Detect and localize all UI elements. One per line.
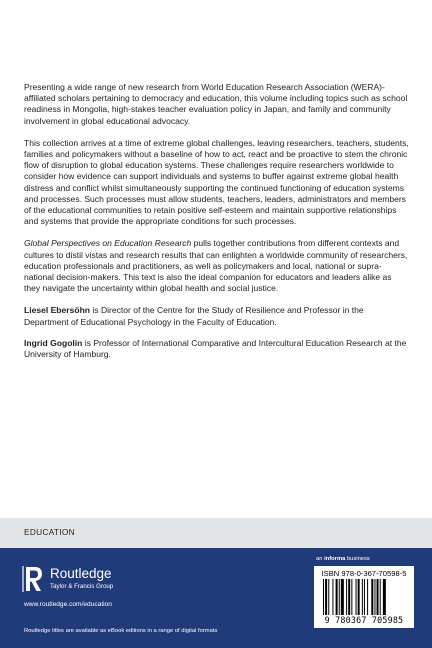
informa-suffix: business	[345, 556, 370, 562]
author-bio-2-text: is Professor of International Comparative and Intercultural Education Research at the University of Hamburg.	[24, 337, 407, 360]
barcode-bar	[383, 579, 386, 615]
barcode-bar	[323, 579, 324, 615]
barcode-bar	[332, 579, 333, 615]
barcode-bar	[377, 579, 379, 615]
barcode-bar	[341, 579, 344, 615]
routledge-logo-icon	[22, 565, 44, 593]
barcode-bar	[336, 579, 338, 615]
cover-blurb	[24, 82, 409, 371]
author-bio-1-text: is Director of the Centre for the Study of Resilience and Professor in the Department of Educational Psychology in the Faculty of Education.	[24, 305, 364, 327]
author-bio-2	[24, 338, 409, 360]
author-name-1: Liesel Ebersöhn	[24, 305, 91, 316]
informa-prefix: an	[316, 556, 325, 562]
barcode-bar	[358, 579, 360, 615]
barcode-digits: 9 780367 705985	[324, 615, 404, 625]
barcode-bar	[328, 579, 329, 615]
barcode-bar	[371, 579, 373, 615]
barcode-bar	[348, 579, 350, 615]
barcode-bars	[323, 579, 407, 615]
isbn-barcode	[314, 566, 414, 628]
blurb-paragraph-2: This collection arrives at a time of extreme global challenges, leaving researchers, teachers, students, families and policymakers without a baseline of how to act, react and be proactive to stem the chronic flow of disruption to global education systems. These challenges require researchers worldwide to consider how evidence can support individuals and systems to buffer against extreme global health distress and conflict whilst simultaneously supporting the continued functioning of education systems and processes. Such processes must allow students, teachers, leaders, administrators and members of the educational communities to retain positive self-esteem and maintain supportive relationships and systems that provide the appropriate conditions for such processes.	[24, 137, 409, 227]
subject-band	[0, 518, 432, 548]
blurb-paragraph-1: Presenting a wide range of new research from World Education Research Association (WERA)-affiliated scholars pertaining to democracy and education, this volume including topics such as school readiness in Mongolia, high-stakes teacher evaluation policy in Japan, and family and community involvement in global educational advocacy.	[24, 82, 408, 126]
barcode-bar	[339, 579, 340, 615]
barcode-bar	[374, 579, 375, 615]
barcode-bar	[351, 579, 352, 615]
book-title: Global Perspectives on Education Research	[24, 238, 192, 249]
barcode-bar	[380, 579, 381, 615]
ebook-note: Routledge titles are available as eBook editions in a range of digital formats	[24, 628, 218, 634]
isbn-label: ISBN 978-0-367-70598-5	[321, 569, 407, 578]
barcode-bar	[346, 579, 347, 615]
author-bio-1	[24, 305, 409, 327]
publisher-name: Routledge	[50, 566, 112, 581]
barcode-bar	[325, 579, 327, 615]
subject-category: EDUCATION	[24, 527, 75, 537]
blurb-paragraph-3	[24, 238, 409, 294]
barcode-bar	[364, 579, 365, 615]
barcode-bar	[362, 579, 363, 615]
barcode-bar	[356, 579, 357, 615]
publisher-url: www.routledge.com/education	[24, 601, 112, 608]
informa-brand: informa	[324, 556, 346, 562]
publisher-group: Taylor & Francis Group	[50, 583, 114, 590]
author-name-2: Ingrid Gogolin	[24, 337, 83, 348]
blurb-paragraph-3-text: pulls together contributions from different contexts and cultures to distil vistas and research results that can enlighten a worldwide community of researchers, education professionals and practitioners, as well as policymakers and local, national or supra-national decision-makers. This text is also the ideal companion for educators and leaders alike as they navigate the uncertainty within global health and social justice.	[24, 238, 408, 294]
barcode-bar	[367, 579, 368, 615]
informa-tagline	[316, 556, 370, 562]
